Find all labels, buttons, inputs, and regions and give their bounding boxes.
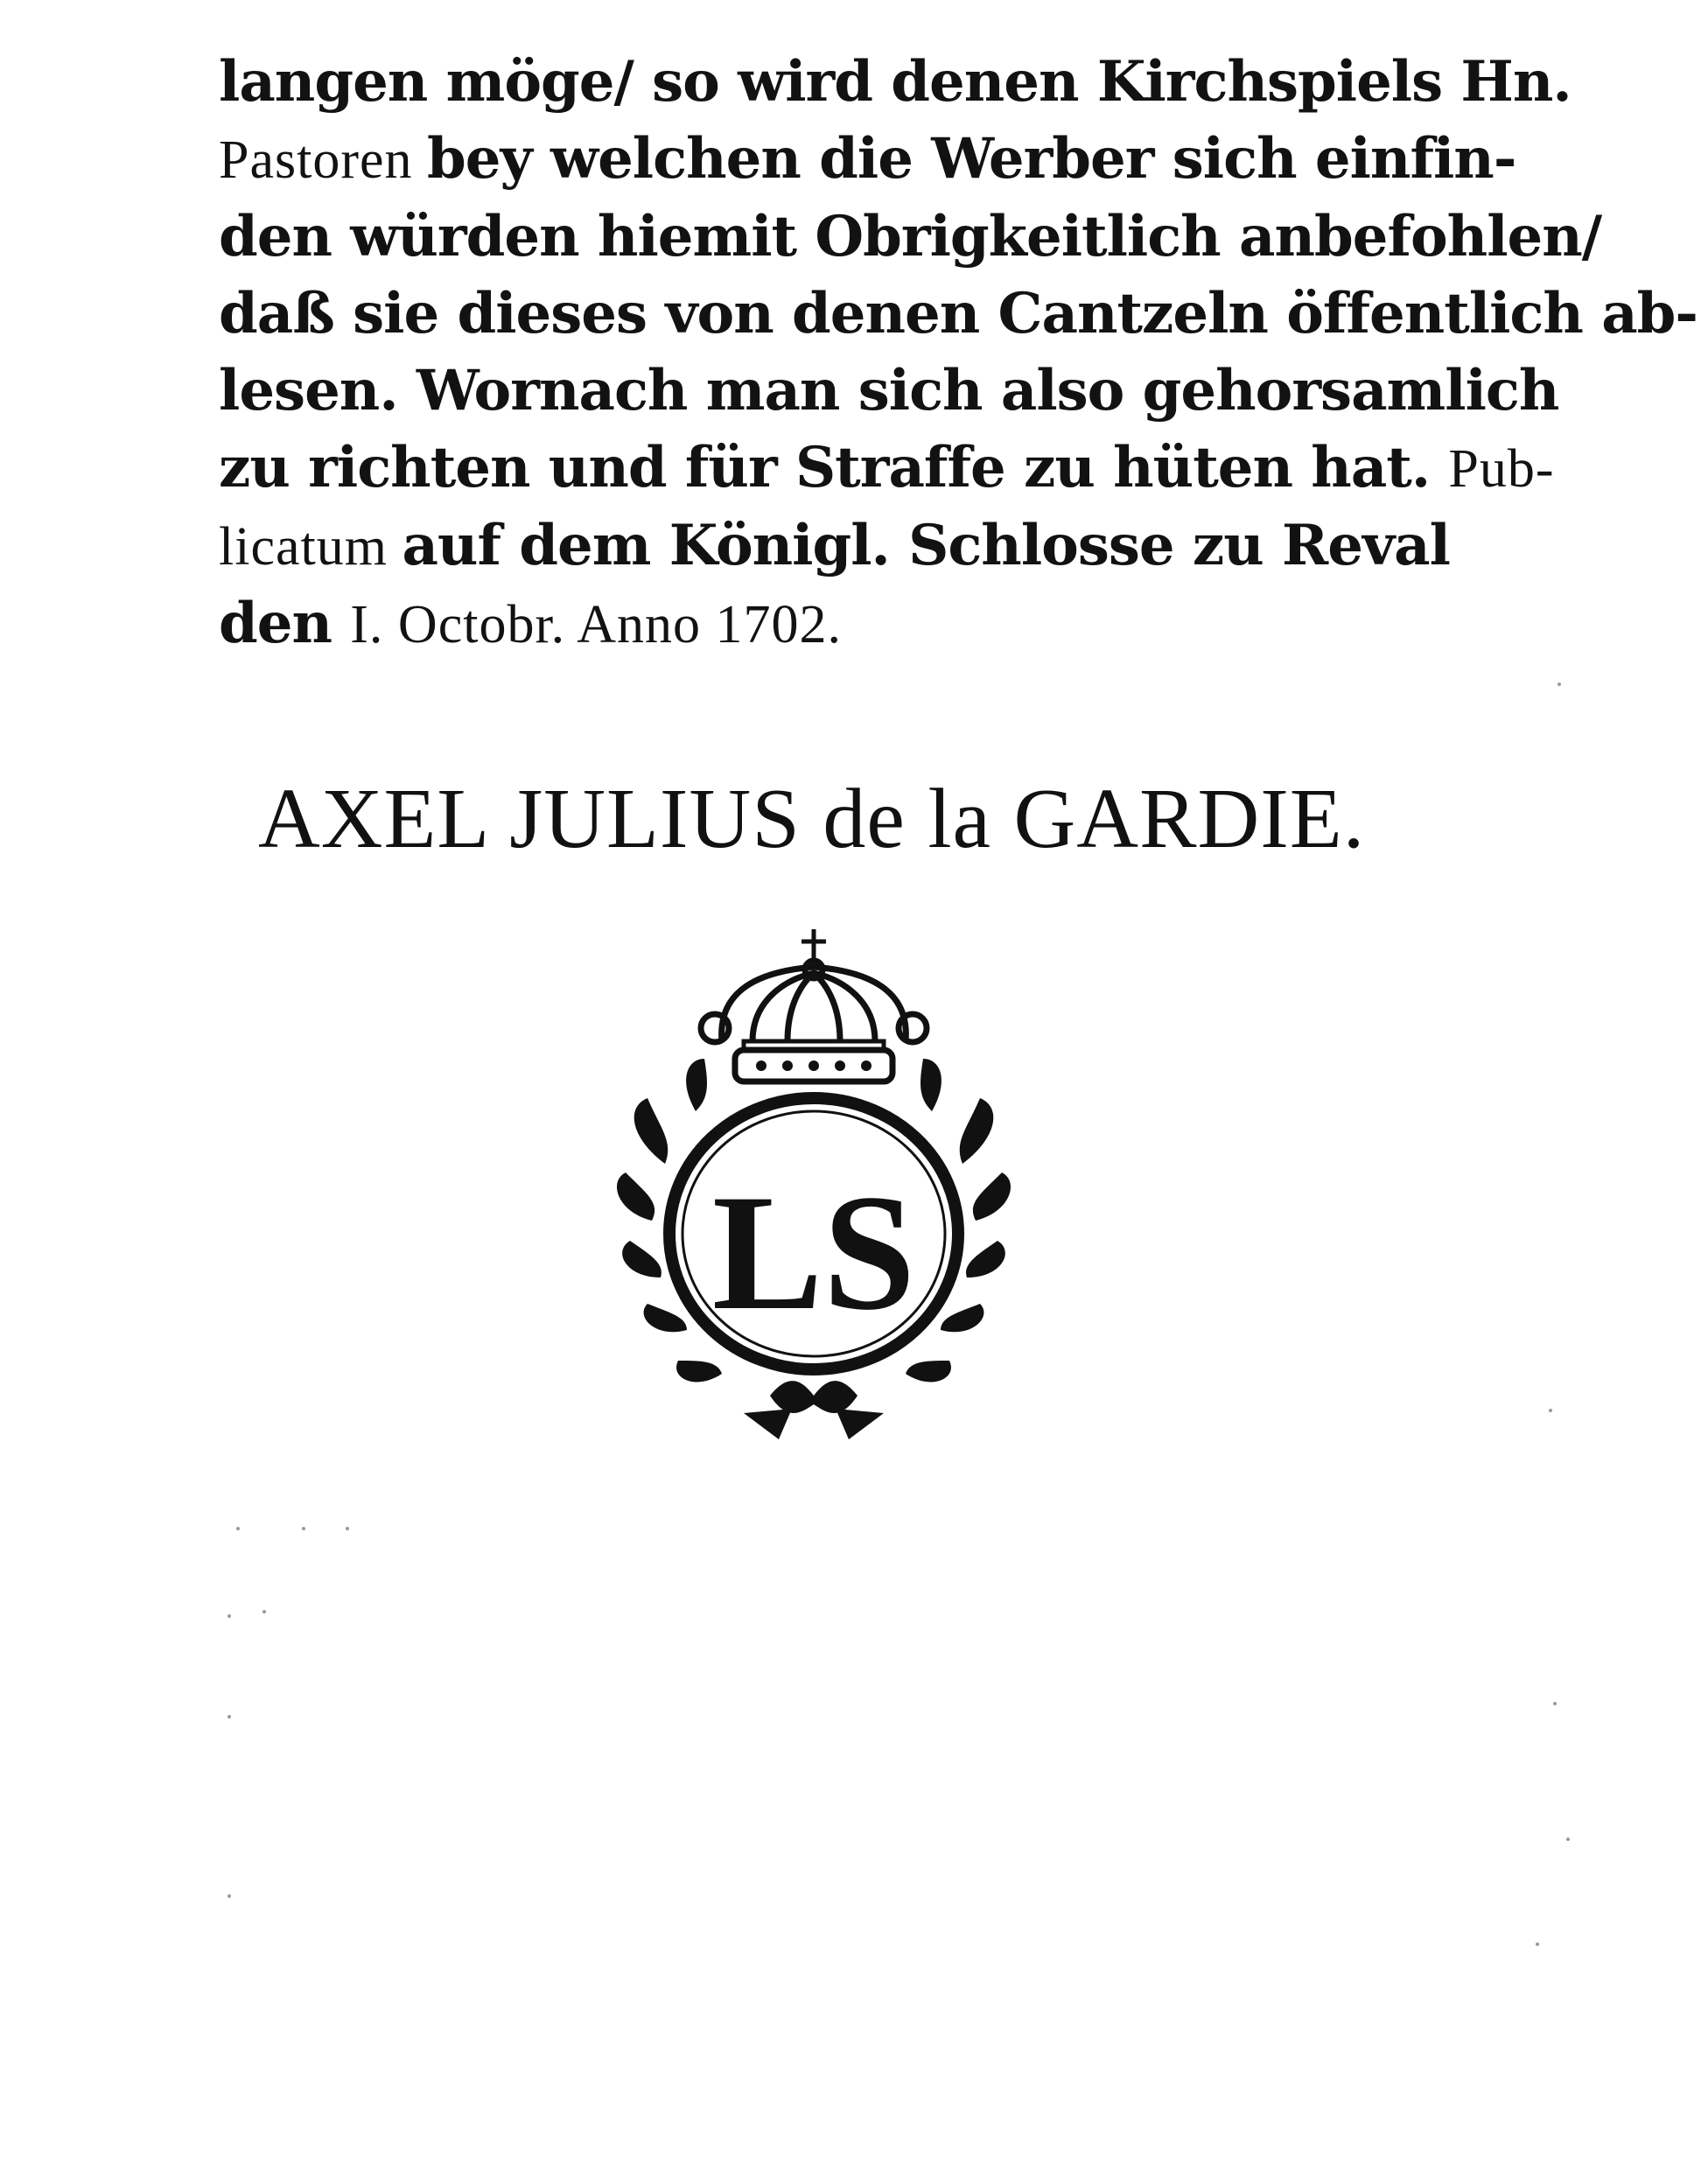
- ordinance-text: [219, 44, 1698, 663]
- text-line: lesen. Wornach man sich also gehorsamlich: [219, 358, 1559, 424]
- seal-monogram: LS: [711, 1161, 916, 1345]
- text-line: daß sie dieses von denen Cantzeln öffentlich ab-: [219, 281, 1698, 346]
- signature-name: AXEL JULIUS de la GARDIE.: [258, 772, 1366, 866]
- text-line: den würden hiemit Obrigkeitlich anbefohlen/: [219, 204, 1602, 270]
- text-line: langen möge/ so wird denen Kirchspiels Hn.: [219, 49, 1572, 115]
- text-line: zu richten und für Straffe zu hüten hat. Pub-: [219, 435, 1555, 500]
- scan-speck: [1553, 1702, 1557, 1705]
- scan-speck: [1536, 1942, 1539, 1946]
- text-line: Pastoren bey welchen die Werber sich einfin-: [219, 126, 1516, 192]
- scan-speck: [228, 1715, 231, 1718]
- text-line: den I. Octobr. Anno 1702.: [219, 591, 843, 656]
- scan-speck: [1558, 682, 1561, 686]
- scan-speck: [236, 1527, 240, 1530]
- scan-speck: [302, 1527, 305, 1530]
- scan-speck: [346, 1527, 349, 1530]
- crowned-wreath-seal-icon: [612, 919, 1015, 1444]
- scan-speck: [1566, 1838, 1570, 1841]
- scan-speck: [228, 1614, 231, 1618]
- text-line: licatum auf dem Königl. Schlosse zu Reval: [219, 513, 1450, 578]
- scan-speck: [262, 1610, 266, 1614]
- scan-speck: [1549, 1409, 1552, 1412]
- scan-speck: [228, 1894, 231, 1898]
